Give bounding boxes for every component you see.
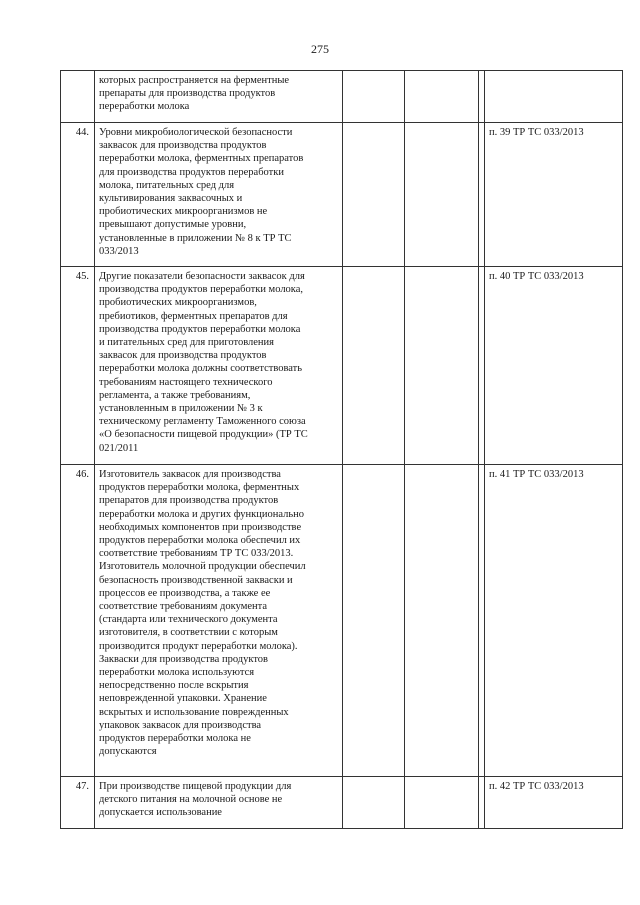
reference-cell: п. 40 ТР ТС 033/2013 <box>485 267 623 465</box>
table-row <box>61 267 623 465</box>
empty-cell <box>343 465 405 777</box>
requirement-text: которых распространяется на ферментные препараты для производства продуктов переработки молока <box>95 71 343 123</box>
empty-cell <box>405 71 479 123</box>
table-row <box>61 123 623 267</box>
empty-cell <box>405 465 479 777</box>
requirement-text: Изготовитель заквасок для производства продуктов переработки молока, ферментных препаратов для производства продуктов переработки молока и других функционально необходимых компонентов при производстве продуктов переработки молока обеспечил их соответствие требованиям ТР ТС 033/2013. Изготовитель молочной продукции обеспечил безопасность производственной закваски и процессов ее производства, а также ее соответствие требованиям документа (стандарта или технического документа изготовителя, в соответствии с которым производится продукт переработки молока). Закваски для производства продуктов переработки молока используются непосредственно после вскрытия неповрежденной упаковки. Хранение вскрытых и использование поврежденных упаковок заквасок для производства продуктов переработки молока не допускаются <box>95 465 343 777</box>
table-row <box>61 465 623 777</box>
requirement-text: Другие показатели безопасности заквасок для производства продуктов переработки молока, пробиотических микроорганизмов, пребиотиков, ферментных препаратов для производства продуктов переработки молока и питательных сред для приготовления заквасок для производства продуктов переработки молока должны соответствовать требованиям настоящего технического регламента, а также требованиям, установленным в приложении № 3 к техническому регламенту Таможенного союза «О безопасности пищевой продукции» (ТР ТС 021/2011 <box>95 267 343 465</box>
row-number <box>61 71 95 123</box>
requirements-table <box>60 70 623 829</box>
empty-cell <box>343 267 405 465</box>
requirement-text: Уровни микробиологической безопасности заквасок для производства продуктов переработки молока, ферментных препаратов для производства продуктов переработки молока, питательных сред для культивирования заквасочных и пробиотических микроорганизмов не превышают допустимые уровни, установленные в приложении № 8 к ТР ТС 033/2013 <box>95 123 343 267</box>
row-number: 44. <box>61 123 95 267</box>
reference-cell <box>485 71 623 123</box>
table-row <box>61 71 623 123</box>
empty-cell <box>405 777 479 829</box>
row-number: 46. <box>61 465 95 777</box>
reference-cell: п. 41 ТР ТС 033/2013 <box>485 465 623 777</box>
table-row <box>61 777 623 829</box>
row-number: 45. <box>61 267 95 465</box>
requirement-text: При производстве пищевой продукции для детского питания на молочной основе не допускается использование <box>95 777 343 829</box>
empty-cell <box>343 777 405 829</box>
reference-cell: п. 42 ТР ТС 033/2013 <box>485 777 623 829</box>
empty-cell <box>343 123 405 267</box>
empty-cell <box>405 123 479 267</box>
reference-cell: п. 39 ТР ТС 033/2013 <box>485 123 623 267</box>
empty-cell <box>343 71 405 123</box>
row-number: 47. <box>61 777 95 829</box>
empty-cell <box>405 267 479 465</box>
page-number: 275 <box>311 42 329 56</box>
